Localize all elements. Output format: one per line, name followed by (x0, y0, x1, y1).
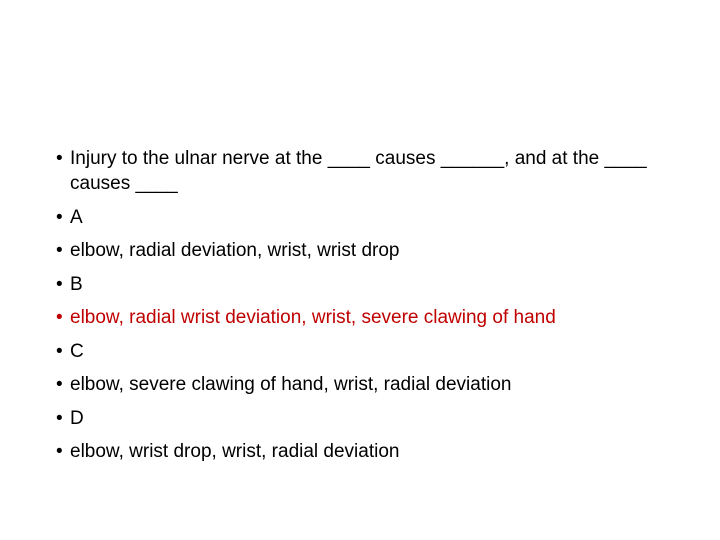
option-label-c (56, 339, 676, 364)
option-text-c (56, 372, 676, 397)
bullet-dot: • (56, 441, 63, 462)
option-text-a (56, 238, 676, 263)
bullet-dot: • (56, 340, 63, 362)
bullet-dot: • (56, 206, 63, 228)
option-label-d (56, 406, 676, 431)
bullet-dot: • (56, 273, 63, 295)
option-label-text: D (70, 407, 84, 429)
option-label-b (56, 272, 676, 297)
bullet-dot: • (56, 148, 63, 169)
bullet-list (56, 146, 676, 473)
option-label-a (56, 205, 676, 230)
option-answer-text: elbow, radial deviation, wrist, wrist drop (70, 240, 400, 261)
bullet-dot: • (56, 307, 63, 328)
bullet-dot: • (56, 407, 63, 429)
option-answer-text: elbow, wrist drop, wrist, radial deviation (70, 441, 400, 462)
question-bullet (56, 146, 676, 196)
bullet-dot: • (56, 240, 63, 261)
question-text: Injury to the ulnar nerve at the ____ causes ______, and at the ____ causes ____ (70, 148, 647, 194)
option-label-text: A (70, 206, 83, 228)
option-text-d (56, 439, 676, 464)
option-label-text: C (70, 340, 84, 362)
option-answer-text: elbow, radial wrist deviation, wrist, severe clawing of hand (70, 307, 556, 328)
option-label-text: B (70, 273, 83, 295)
option-text-b-correct (56, 305, 676, 330)
option-answer-text: elbow, severe clawing of hand, wrist, radial deviation (70, 374, 512, 395)
bullet-dot: • (56, 374, 63, 395)
